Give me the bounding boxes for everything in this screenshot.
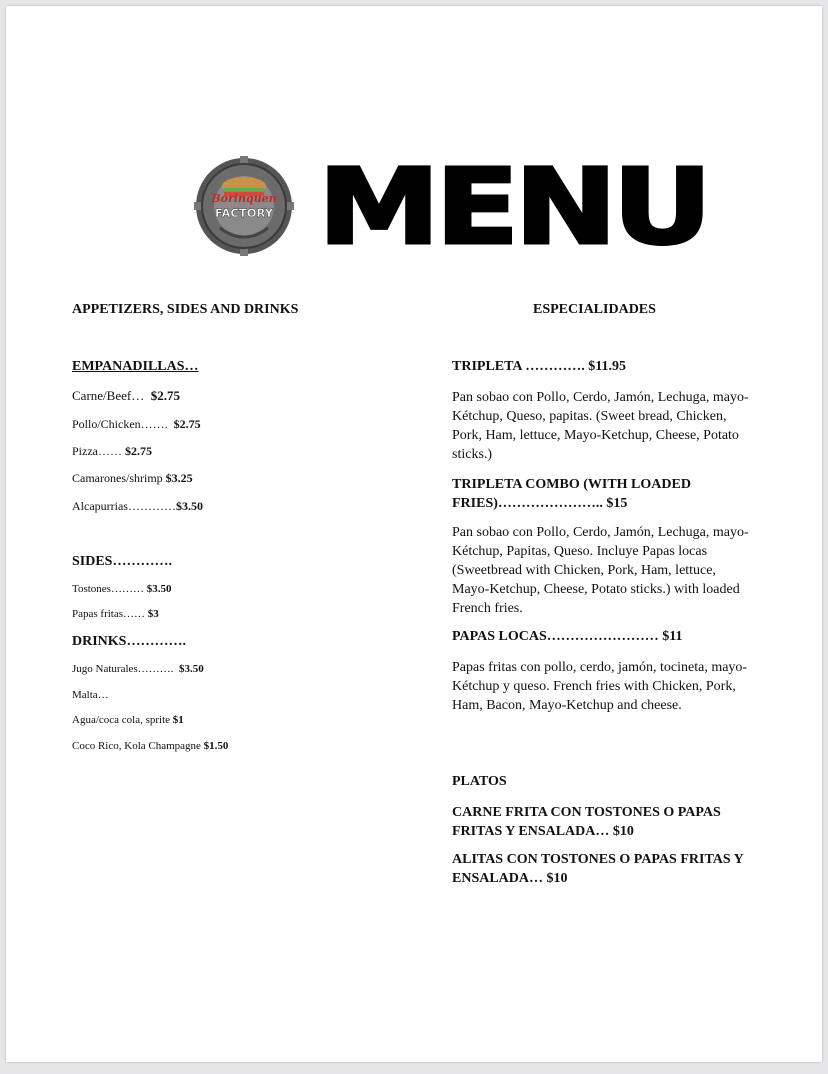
logo-script-text: Borinquen [211, 192, 277, 205]
restaurant-logo [194, 156, 294, 256]
drinks-title: DRINKS…………. [72, 634, 186, 649]
menu-title: MENU [318, 146, 708, 268]
menu-item: Pizza…… $2.75 [72, 444, 152, 458]
menu-item: Papas fritas…… $3 [72, 608, 159, 620]
menu-page [6, 6, 822, 1062]
left-section-title: APPETIZERS, SIDES AND DRINKS [72, 302, 299, 317]
tripleta-description: Pan sobao con Pollo, Cerdo, Jamón, Lechuga, mayo-Kétchup, Queso, papitas. (Sweet bread, Chicken, Pork, Ham, lettuce, Mayo-Ketchup, Cheese, Potato sticks.) [452, 390, 749, 462]
menu-item: Carne/Beef… $2.75 [72, 388, 180, 403]
tripleta-title: TRIPLETA …………. $11.95 [452, 359, 626, 374]
menu-item: Alcapurrias…………$3.50 [72, 499, 203, 513]
tripleta-combo-title: TRIPLETA COMBO (WITH LOADED FRIES)………………….. $15 [452, 477, 691, 511]
menu-item: Camarones/shrimp $3.25 [72, 471, 193, 485]
menu-item: Pollo/Chicken……. $2.75 [72, 417, 201, 431]
logo-factory-text: FACTORY [214, 206, 274, 220]
menu-item: Jugo Naturales………. $3.50 [72, 663, 204, 675]
empanadillas-title: EMPANADILLAS… [72, 359, 199, 374]
plato-item: CARNE FRITA CON TOSTONES O PAPAS FRITAS Y ENSALADA… $10 [452, 805, 721, 839]
platos-title: PLATOS [452, 774, 507, 789]
papas-locas-description: Papas fritas con pollo, cerdo, jamón, tocineta, mayo-Kétchup y queso. French fries with Chicken, Pork, Ham, Bacon, Mayo-Ketchup and cheese. [452, 660, 748, 713]
sides-title: SIDES…………. [72, 554, 172, 569]
plato-item: ALITAS CON TOSTONES O PAPAS FRITAS Y ENSALADA… $10 [452, 852, 744, 886]
menu-item: Coco Rico, Kola Champagne $1.50 [72, 740, 229, 752]
menu-item: Tostones……… $3.50 [72, 583, 172, 595]
tripleta-combo-description: Pan sobao con Pollo, Cerdo, Jamón, Lechuga, mayo-Kétchup, Papitas, Queso. Incluye Papas locas (Sweetbread with Chicken, Pork, Ham, lettuce, Mayo-Ketchup, Cheese, Potato sticks.) with loaded French fries. [452, 525, 749, 616]
menu-item: Malta… [72, 689, 109, 701]
menu-item: Agua/coca cola, sprite $1 [72, 714, 184, 726]
right-section-title: ESPECIALIDADES [533, 302, 656, 317]
papas-locas-title: PAPAS LOCAS…………………… $11 [452, 629, 683, 644]
